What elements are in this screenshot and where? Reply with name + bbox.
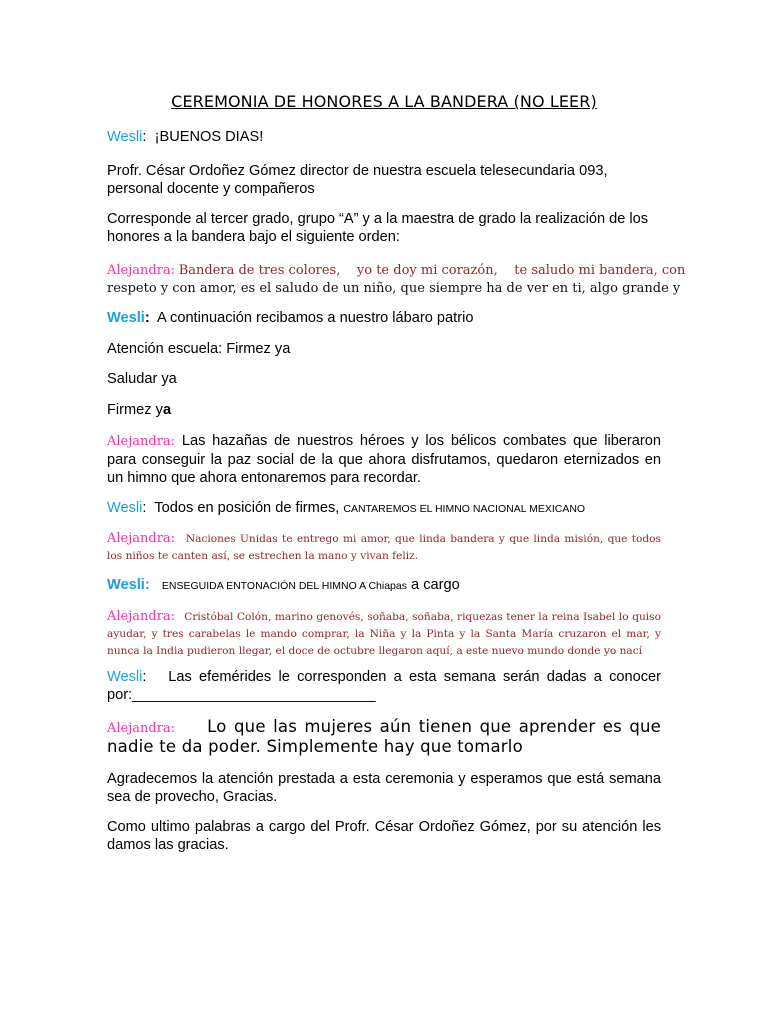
- paragraph-labaro: Wesli: A continuación recibamos a nuestro lábaro patrio: [107, 310, 474, 326]
- speaker-alejandra: Alejandra:: [107, 531, 176, 546]
- chiapas-text: ENSEGUIDA ENTONACIÓN DEL HIMNO A Chiapas: [161, 580, 407, 592]
- speaker-wesli: Wesli: [107, 310, 145, 326]
- paragraph-order: Corresponde al tercer grado, grupo “A” y a la maestra de grado la realización de los honores a la bandera bajo el siguiente orden:: [107, 211, 649, 245]
- firmez-text: Firmez y: [107, 402, 163, 418]
- chiapas-cargo: a cargo: [411, 577, 460, 593]
- paragraph-hazanas: [107, 432, 661, 487]
- speaker-wesli: Wesli: [107, 500, 143, 516]
- page-title: CEREMONIA DE HONORES A LA BANDERA (NO LEER): [171, 92, 597, 111]
- greeting-text: ¡BUENOS DIAS!: [154, 129, 264, 145]
- speaker-alejandra: Alejandra:: [107, 434, 176, 449]
- speaker-alejandra: Alejandra:: [107, 609, 176, 624]
- paragraph-quote: [107, 717, 661, 757]
- speaker-wesli: Wesli: [107, 669, 143, 685]
- posicion-text: Todos en posición de firmes,: [154, 500, 340, 516]
- paragraph-saludar: Saludar ya: [107, 371, 177, 387]
- speaker-wesli: Wesli: [107, 577, 145, 593]
- paragraph-atencion: Atención escuela: Firmez ya: [107, 341, 291, 357]
- paragraph-naciones: [107, 530, 661, 564]
- paragraph-colon: [107, 608, 661, 659]
- paragraph-agradecemos: Agradecemos la atención prestada a esta ceremonia y esperamos que está semana sea de provecho, Gracias.: [107, 771, 661, 805]
- paragraph-bandera: [107, 261, 686, 298]
- colon-text: Cristóbal Colón, marino genovés, soñaba, soñaba, riquezas tener la reina Isabel lo quiso ayudar, y tres carabelas le mando comprar, la Niña y la Pinta y la Santa María cruzaron el mar, y nunca la India pudieron llegar, el doce de octubre llegaron aquí, a este nuevo mundo donde yo nací: [107, 611, 661, 657]
- paragraph-director: Profr. César Ordoñez Gómez director de nuestra escuela telesecundaria 093, personal docente y compañeros: [107, 163, 608, 197]
- speaker-wesli: Wesli: [107, 129, 143, 145]
- naciones-text: Naciones Unidas te entrego mi amor, que linda bandera y que linda misión, que todos los niños te canten así, se estrechen la mano y vivan feliz.: [107, 533, 661, 562]
- verse-line-1: Bandera de tres colores, yo te doy mi corazón, te saludo mi bandera, con: [178, 263, 686, 278]
- efemerides-text: Las efemérides le corresponden a esta semana serán dadas a conocer por:______________________________: [107, 669, 662, 703]
- paragraph-firmez: [107, 401, 661, 419]
- labaro-text: A continuación recibamos a nuestro lábaro patrio: [157, 310, 474, 326]
- paragraph-efemerides: Wesli: Las efemérides le corresponden a esta semana serán dadas a conocer por:______________________________: [107, 669, 662, 703]
- hazanas-text: Las hazañas de nuestros héroes y los bélicos combates que liberaron para conseguir la paz social de la que ahora disfrutamos, quedaron eternizados en un himno que ahora entonaremos para recordar.: [107, 433, 661, 486]
- verse-line-2: respeto y con amor, es el saludo de un niño, que siempre ha de ver en ti, algo grande y: [107, 281, 681, 296]
- paragraph-greeting: Wesli: ¡BUENOS DIAS!: [107, 129, 264, 145]
- speaker-alejandra: Alejandra:: [107, 721, 176, 736]
- himno-announcement: CANTAREMOS EL HIMNO NACIONAL MEXICANO: [343, 503, 586, 515]
- quote-text: Lo que las mujeres aún tienen que aprender es que nadie te da poder. Simplemente hay que tomarlo: [107, 717, 661, 756]
- speaker-alejandra: Alejandra:: [107, 263, 176, 278]
- paragraph-chiapas: Wesli: ENSEGUIDA ENTONACIÓN DEL HIMNO A Chiapas a cargo: [107, 577, 460, 593]
- paragraph-posicion: Wesli: Todos en posición de firmes, CANTAREMOS EL HIMNO NACIONAL MEXICANO: [107, 500, 586, 516]
- paragraph-closing: Como ultimo palabras a cargo del Profr. César Ordoñez Gómez, por su atención les damos las gracias.: [107, 819, 661, 853]
- firmez-bold: a: [162, 402, 172, 418]
